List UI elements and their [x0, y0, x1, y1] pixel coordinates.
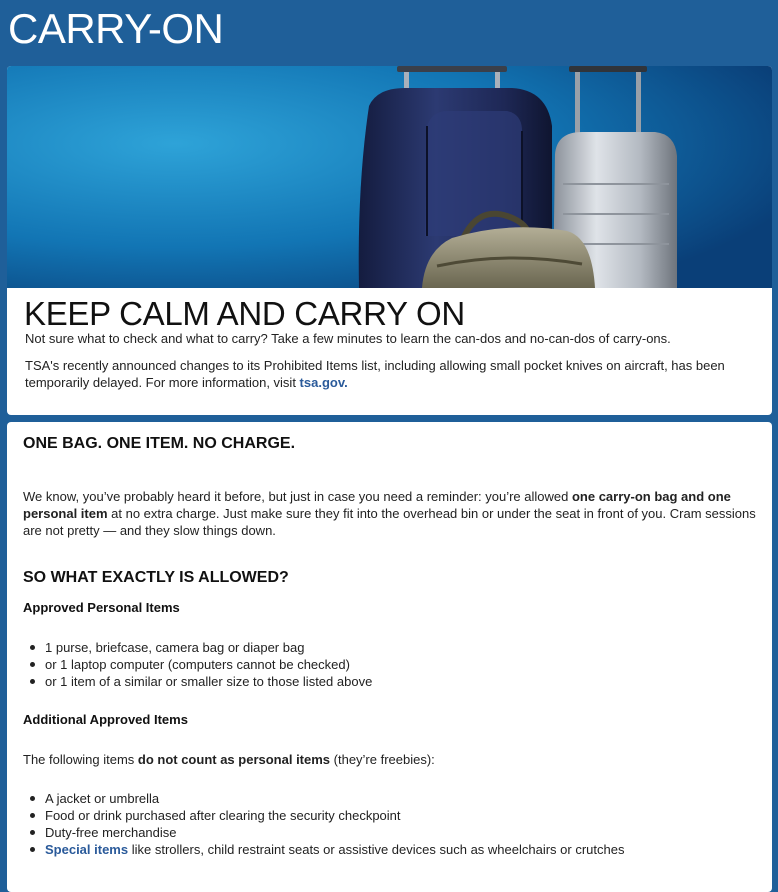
additional-intro-start: The following items	[23, 752, 138, 767]
hero-subtitle: Not sure what to check and what to carry? Take a few minutes to learn the can-dos and no-can-dos of carry-ons.	[25, 331, 671, 346]
list-item: Duty-free merchandise	[45, 824, 624, 841]
list-item: A jacket or umbrella	[45, 790, 624, 807]
allowance-text-start: We know, you’ve probably heard it before, but just in case you need a reminder: you’re allowed	[23, 489, 572, 504]
special-items-link[interactable]: Special items	[45, 842, 129, 857]
approved-personal-items-list	[45, 639, 372, 690]
list-item: 1 purse, briefcase, camera bag or diaper bag	[45, 639, 372, 656]
allowance-text-bold: one carry-on bag and one personal item	[23, 489, 731, 521]
section-heading-allowed: SO WHAT EXACTLY IS ALLOWED?	[23, 569, 289, 586]
luggage-banner-image	[7, 66, 772, 288]
page-title: CARRY-ON	[8, 5, 224, 52]
additional-intro-end: (they’re freebies):	[330, 752, 435, 767]
allowance-text-end: at no extra charge. Just make sure they fit into the overhead bin or under the seat in front of you. Cram sessions are not pretty — and they slow things down.	[23, 506, 756, 538]
hero-card	[7, 66, 772, 415]
tsa-notice-text: TSA's recently announced changes to its Prohibited Items list, including allowing small pocket knives on aircraft, has been temporarily delayed. For more information, visit	[25, 358, 725, 390]
section-heading-one-bag: ONE BAG. ONE ITEM. NO CHARGE.	[23, 435, 296, 452]
special-items-text: like strollers, child restraint seats or assistive devices such as wheelchairs or crutches	[128, 842, 625, 857]
tsa-gov-link[interactable]: tsa.gov.	[299, 375, 348, 390]
approved-personal-items-heading: Approved Personal Items	[23, 600, 180, 615]
tsa-notice	[25, 357, 760, 391]
additional-approved-items-heading: Additional Approved Items	[23, 712, 188, 727]
carry-on-allowance-text	[23, 488, 758, 539]
content-card	[7, 422, 772, 892]
list-item: or 1 item of a similar or smaller size to those listed above	[45, 674, 373, 689]
list-item: Food or drink purchased after clearing the security checkpoint	[45, 807, 624, 824]
list-item-special-items	[45, 841, 624, 858]
additional-items-intro	[23, 751, 758, 768]
additional-intro-bold: do not count as personal items	[137, 752, 331, 767]
list-item: or 1 laptop computer (computers cannot be checked)	[45, 656, 372, 673]
additional-approved-items-list	[45, 790, 624, 858]
hero-heading: KEEP CALM AND CARRY ON	[24, 295, 465, 332]
